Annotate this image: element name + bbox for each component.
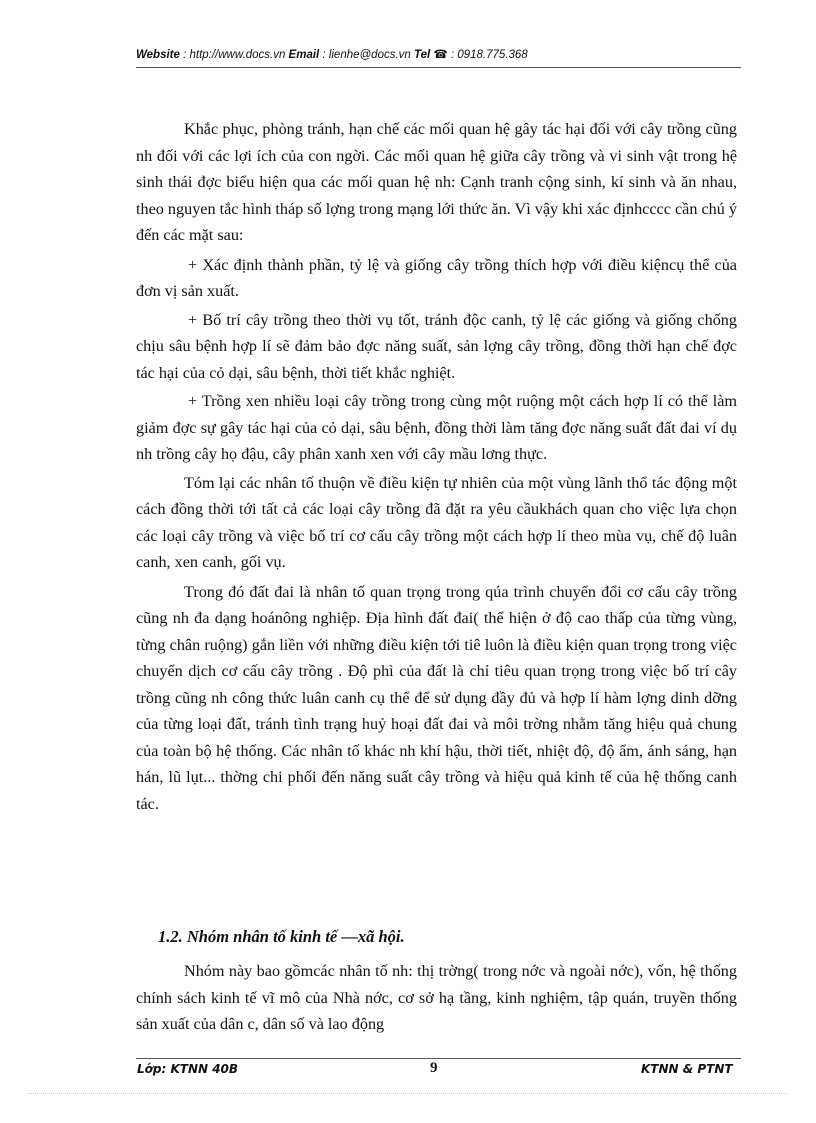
email-value[interactable]: : lienhe@docs.vn — [319, 49, 415, 61]
section-heading: 1.2. Nhóm nhân tố kinh tế —xã hội. — [158, 927, 405, 946]
section-body — [136, 958, 737, 1038]
bullet-paragraph-2: + Bố trí cây trồng theo thời vụ tốt, tránh độc canh, tỷ lệ các giống và giống chống chịu sâu bệnh hợp lí sẽ đảm bảo đợc năng suất, sản lợng cây trồng, đồng thời hạn chế đợc tác hại của cỏ dại, sâu bệnh, thời tiết khắc nghiệt. — [136, 310, 737, 382]
bullet-paragraph-3: + Trồng xen nhiều loại cây trồng trong cùng một ruộng một cách hợp lí có thể làm giảm đợc sự gây tác hại của cỏ dại, sâu bệnh, đồng thời làm tăng đợc năng suất đất đai ví dụ nh trồng cây họ đậu, cây phân xanh xen với cây mầu lơng thực. — [136, 392, 737, 463]
footer-department: KTNN & PTNT — [641, 1062, 733, 1076]
footer-class-label: Lớp: KTNN 40B — [137, 1062, 239, 1076]
section-paragraph: Nhóm này bao gồmcác nhân tố nh: thị trờng( trong nớc và ngoài nớc), vốn, hệ thống chính sách kinh tế vĩ mô của Nhà nớc, cơ sở hạ tầng, kinh nghiệm, tập quán, truyền thống sản xuất của dân c, dân số và lao động — [136, 962, 737, 1033]
email-label: Email — [288, 49, 320, 61]
tel-value: : 0918.775.368 — [447, 49, 528, 61]
page-header — [136, 47, 742, 61]
header-divider — [136, 67, 741, 68]
footer-divider — [136, 1058, 741, 1059]
page-number: 9 — [430, 1060, 438, 1076]
paragraph-summary: Tóm lại các nhân tố thuộn về điều kiện tự nhiên của một vùng lãnh thổ tác động một cách đồng thời tới tất cả các loại cây trồng đã đặt ra yêu cầukhách quan cho việc lựa chọn các loại cây trồng và việc bố trí cơ cấu cây trồng một cách hợp lí theo mùa vụ, chế độ luân canh, xen canh, gối vụ. — [136, 473, 737, 571]
website-label: Website — [136, 49, 180, 61]
website-value[interactable]: : http://www.docs.vn — [179, 49, 289, 61]
paragraph-land: Trong đó đất đai là nhân tố quan trọng trong qúa trình chuyển đổi cơ cấu cây trồng cũng nh đa dạng hoánông nghiệp. Địa hình đất đai( thể hiện ở độ cao thấp của từng vùng, từng chân ruộng) gắn liền với những điều kiện tới tiê luôn là điều kiện quan trọng trong việc chuyển dịch cơ cấu cây trồng . Độ phì của đất là chỉ tiêu quan trọng trong việc bố trí cây trồng cũng nh công thức luân canh cụ thể để sử dụng đầy đủ và hợp lí hàm lợng dinh dỡng của từng loại đất, tránh tình trạng huỷ hoại đất đai và môi trờng nhằm tăng hiệu quả chung của toàn bộ hệ thống. Các nhân tố khác nh khí hậu, thời tiết, nhiệt độ, độ ẩm, ánh sáng, hạn hán, lũ lụt... thờng chi phối đến năng suất cây trồng và hiệu quả kinh tế của hệ thống canh tác. — [136, 582, 737, 813]
tel-label: Tel — [414, 49, 431, 61]
page-bottom-guide — [28, 1093, 788, 1094]
bullet-paragraph-1: + Xác định thành phần, tỷ lệ và giống cây trồng thích hợp với điều kiệncụ thể của đơn vị sản xuất. — [136, 255, 737, 300]
document-body — [136, 116, 737, 820]
paragraph-1: Khắc phục, phòng tránh, hạn chế các mối quan hệ gây tác hại đối với cây trồng cũng nh đối với các lợi ích của con ngời. Các mối quan hệ giữa cây trồng và vi sinh vật trong hệ sinh thái đợc biểu hiện qua các mối quan hệ nh: Cạnh tranh cộng sinh, kí sinh và ăn nhau, theo nguyen tắc hình tháp số lợng trong mạng lới thức ăn. Vì vậy khi xác địnhcccc cần chú ý đến các mặt sau: — [136, 120, 737, 244]
phone-icon: ☎ — [433, 49, 448, 61]
